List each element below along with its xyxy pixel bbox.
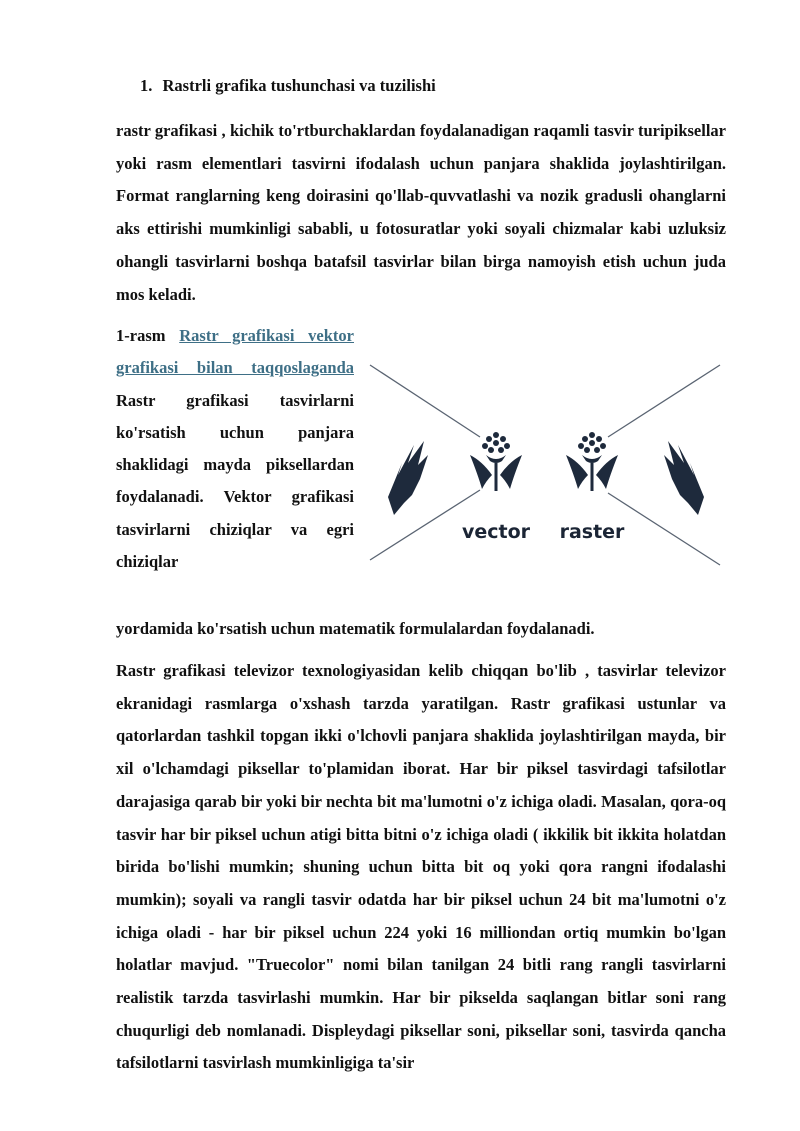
section-heading xyxy=(140,76,436,96)
leaf-fragment-icon xyxy=(388,441,428,515)
raster-label: raster xyxy=(559,521,625,543)
thistle-logo-icon xyxy=(566,432,618,491)
divider-line xyxy=(370,365,480,437)
thistle-logo-icon xyxy=(470,432,522,491)
leaf-fragment-icon xyxy=(664,441,704,515)
vector-label: vector xyxy=(461,521,531,543)
figure-number: 1-rasm xyxy=(116,326,166,345)
figure-caption xyxy=(116,320,354,578)
body-paragraph: Rastr grafikasi televizor texnologiyasidan kelib chiqqan bo'lib , tasvirlar televizor ekranidagi rasmlarga o'xshash tarzda yaratilgan. Rastr grafikasi ustunlar va qatorlardan tashkil topgan ikki o'lchovli panjara shaklida joylashtirilgan mayda, bir xil o'lchamdagi piksellar to'plamidan iborat. Har bir piksel tasvirdagi tafsilotlar darajasiga qarab bir yoki bir nechta bit ma'lumotni o'z ichiga oladi. Masalan, qora-oq tasvir har bir piksel uchun atigi bitta bitni o'z ichiga oladi ( ikkilik bit ikkita holatdan birida bo'lishi mumkin; shuning uchun bitta bit oq yoki qora rangni ifodalashi mumkin); soyali va rangli tasvir odatda har bir piksel uchun 24 bit ma'lumotni o'z ichiga oladi - har bir piksel uchun 224 yoki 16 milliondan ortiq mumkin bo'lgan holatlar mavjud. "Truecolor" nomi bilan tanilgan 24 bitli rang rangli tasvirlarni realistik tarzda tasvirlashi mumkin. Har bir pikselda saqlangan bitlar soni rang chuqurligi deb nomlanadi. Displeydagi piksellar soni, piksellar soni, tasvirda qancha tafsilotlarni tasvirlash mumkinligiga ta'sir xyxy=(116,661,726,1073)
intro-paragraph: rastr grafikasi , kichik to'rtburchaklardan foydalanadigan raqamli tasvir turipiksellar yoki rasm elementlari tasvirni ifodalash uchun panjara shaklida joylashtirilgan. Format ranglarning keng doirasini qo'llab-quvvatlashi va nozik gradusli ohanglarni aks ettirishi mumkinligi sababli, u fotosuratlar yoki soyali chizmalar kabi uzluksiz ohangli tasvirlarni boshqa batafsil tasvirlar bilan birga namoyish etish uchun juda mos keladi. xyxy=(116,121,726,304)
divider-line xyxy=(608,493,720,565)
vector-raster-figure xyxy=(368,355,724,570)
figure-caption-tail: yordamida ko'rsatish uchun matematik formulalardan foydalanadi. xyxy=(116,619,595,638)
figure-caption-rest: Rastr grafikasi tasvirlarni ko'rsatish uchun panjara shaklidagi mayda piksellardan foydalanadi. Vektor grafikasi tasvirlarni chiziqlar va egri chiziqlar xyxy=(116,390,354,572)
comparison-illustration xyxy=(368,355,724,570)
figure-link[interactable]: Rastr grafikasi vektor grafikasi bilan taqqoslaganda xyxy=(116,326,354,378)
divider-line xyxy=(608,365,720,437)
section-number: 1. xyxy=(140,76,153,95)
section-title: Rastrli grafika tushunchasi va tuzilishi xyxy=(162,76,436,95)
